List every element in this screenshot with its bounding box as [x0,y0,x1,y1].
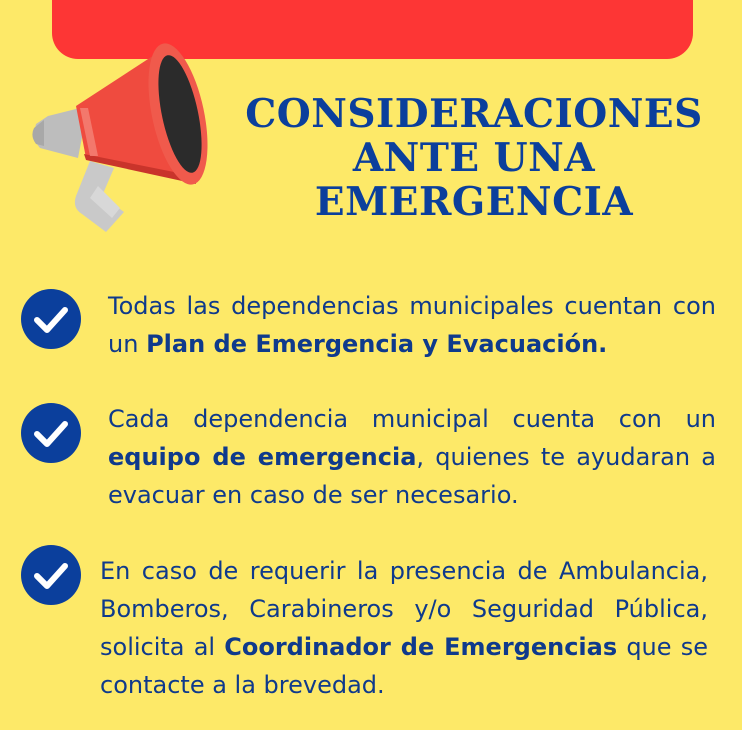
check-circle-icon [20,288,82,350]
list-item-equipo [108,400,716,514]
title-line-1: CONSIDERACIONES [245,91,703,137]
check-circle-icon [20,402,82,464]
list-item-plan [108,287,716,363]
megaphone-icon [28,36,218,241]
list-item-text: En caso de requerir la presencia de Ambulancia, Bomberos, Carabineros y/o Seguridad Pública, solicita al [100,557,708,661]
list-item-text-after: , quienes te ayudaran a evacuar en caso de ser necesario. [108,443,716,509]
list-item-text-after: que se contacte a la brevedad. [100,633,708,699]
title-line-2: ANTE UNA [352,135,596,181]
list-item-bold: Plan de Emergencia y Evacuación. [146,330,608,358]
list-item-bold: Coordinador de Emergencias [224,633,618,661]
list-item-bold: equipo de emergencia [108,443,417,471]
title-line-3: EMERGENCIA [314,179,634,225]
list-item-text: Cada dependencia municipal cuenta con un [108,405,716,433]
check-circle-icon [20,544,82,606]
page-title [218,92,730,224]
list-item-text: Todas las dependencias municipales cuentan con un [108,292,716,358]
list-item-coordinador [100,552,708,704]
